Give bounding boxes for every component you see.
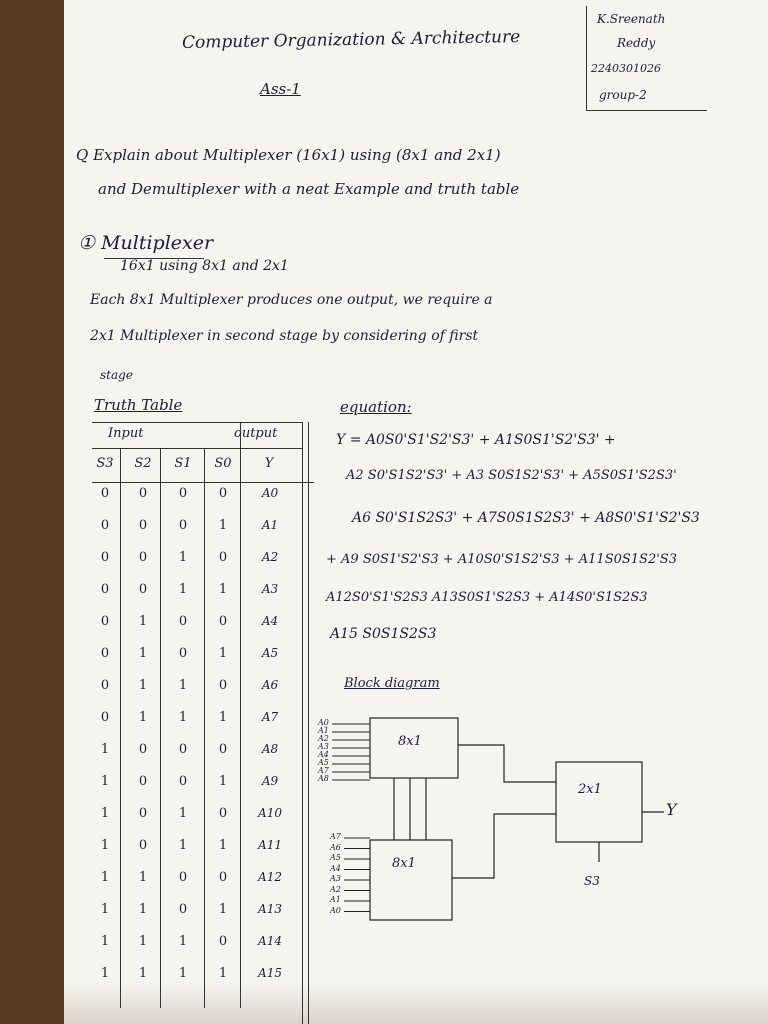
table-output-cell: A9 bbox=[261, 774, 279, 788]
paragraph-line-2: 2x1 Multiplexer in second stage by considering of first bbox=[90, 328, 479, 344]
col-header-s0: S0 bbox=[214, 456, 232, 471]
question-text-1: Explain about Multiplexer (16x1) using (8x1 and 2x1) bbox=[93, 146, 501, 164]
col-header-s2: S2 bbox=[134, 456, 152, 471]
equation-line-2: A2 S0'S1S2'S3' + A3 S0S1S2'S3' + A5S0S1'S2S3' bbox=[346, 468, 677, 483]
page-title: Computer Organization & Architecture bbox=[181, 27, 521, 53]
table-cell: 1 bbox=[178, 710, 188, 725]
col-header-y: Y bbox=[264, 456, 274, 471]
page-shadow bbox=[64, 984, 768, 1024]
top-mux-input-label: A5 bbox=[318, 758, 329, 767]
col-header-s3: S3 bbox=[96, 456, 114, 471]
table-cell: 1 bbox=[100, 806, 110, 821]
equation-line-5: A12S0'S1'S2S3 A13S0S1'S2S3 + A14S0'S1S2S3 bbox=[326, 590, 648, 605]
table-output-cell: A10 bbox=[258, 806, 282, 820]
table-output-cell: A1 bbox=[261, 518, 279, 532]
paragraph-line-3: stage bbox=[100, 368, 133, 382]
table-cell: 0 bbox=[138, 806, 148, 821]
table-cell: 0 bbox=[138, 838, 148, 853]
table-cell: 1 bbox=[100, 902, 110, 917]
equation-label: equation: bbox=[340, 398, 412, 416]
table-cell: 1 bbox=[138, 902, 148, 917]
output-y-label: Y bbox=[666, 800, 677, 819]
table-cell: 0 bbox=[100, 646, 110, 661]
table-cell: 1 bbox=[138, 966, 148, 981]
roll-number: 2240301026 bbox=[591, 62, 661, 75]
bottom-mux-input-label: A3 bbox=[330, 874, 341, 883]
top-mux-input-label: A2 bbox=[318, 734, 329, 743]
table-cell: 0 bbox=[218, 806, 228, 821]
bottom-mux-input-label: A5 bbox=[330, 853, 341, 862]
table-cell: 1 bbox=[218, 838, 228, 853]
table-cell: 1 bbox=[178, 806, 188, 821]
table-cell: 1 bbox=[218, 902, 228, 917]
student-name-line-1: K.Sreenath bbox=[597, 12, 666, 26]
col-header-s1: S1 bbox=[174, 456, 192, 471]
table-cell: 1 bbox=[138, 678, 148, 693]
table-cell: 0 bbox=[100, 486, 110, 501]
table-cell: 1 bbox=[100, 838, 110, 853]
table-cell: 0 bbox=[218, 870, 228, 885]
bottom-mux-input-label: A2 bbox=[330, 884, 341, 894]
top-mux-input-label: A7 bbox=[318, 766, 329, 775]
table-cell: 1 bbox=[138, 710, 148, 725]
question-line-1: Q Explain about Multiplexer (16x1) using (8x1 and 2x1) bbox=[76, 146, 501, 164]
table-output-cell: A15 bbox=[258, 966, 282, 980]
table-cell: 1 bbox=[178, 934, 188, 949]
table-cell: 1 bbox=[138, 614, 148, 629]
block-diagram bbox=[64, 0, 768, 1024]
table-cell: 0 bbox=[218, 614, 228, 629]
table-output-cell: A3 bbox=[261, 582, 279, 596]
table-cell: 0 bbox=[138, 518, 148, 533]
table-cell: 1 bbox=[100, 870, 110, 885]
section-subheading: 16x1 using 8x1 and 2x1 bbox=[120, 258, 289, 274]
table-cell: 0 bbox=[178, 742, 188, 757]
table-cell: 1 bbox=[218, 518, 228, 533]
output-header: output bbox=[234, 426, 278, 441]
table-output-cell: A5 bbox=[261, 646, 279, 660]
mux-8x1-bottom-box bbox=[370, 840, 452, 920]
table-output-cell: A11 bbox=[258, 838, 282, 852]
table-cell: 1 bbox=[218, 966, 228, 981]
table-cell: 1 bbox=[138, 646, 148, 661]
section-heading-text: Multiplexer bbox=[101, 232, 214, 254]
table-output-cell: A6 bbox=[261, 678, 279, 692]
table-cell: 1 bbox=[178, 582, 188, 597]
table-cell: 0 bbox=[100, 518, 110, 533]
paragraph-line-1: Each 8x1 Multiplexer produces one output, we require a bbox=[90, 292, 493, 308]
table-cell: 0 bbox=[178, 902, 188, 917]
table-cell: 0 bbox=[178, 614, 188, 629]
table-cell: 0 bbox=[100, 710, 110, 725]
table-output-cell: A0 bbox=[261, 486, 279, 500]
table-cell: 0 bbox=[138, 486, 148, 501]
assignment-label: Ass-1 bbox=[260, 80, 301, 98]
equation-line-1: Y = A0S0'S1'S2'S3' + A1S0S1'S2'S3' + bbox=[336, 432, 616, 448]
top-mux-input-label: A1 bbox=[318, 726, 329, 735]
table-cell: 1 bbox=[218, 646, 228, 661]
table-cell: 1 bbox=[100, 966, 110, 981]
section-heading: ① Multiplexer bbox=[78, 232, 214, 254]
top-mux-output-wire bbox=[458, 745, 556, 782]
table-cell: 0 bbox=[178, 774, 188, 789]
table-cell: 0 bbox=[178, 518, 188, 533]
group-label: group-2 bbox=[599, 88, 647, 102]
top-mux-input-label: A3 bbox=[318, 742, 329, 751]
mux-top-label: 8x1 bbox=[398, 734, 422, 749]
bottom-mux-input-label: A6 bbox=[330, 842, 341, 852]
table-cell: 1 bbox=[100, 742, 110, 757]
table-cell: 1 bbox=[100, 934, 110, 949]
equation-line-4: + A9 S0S1'S2'S3 + A10S0'S1S2'S3 + A11S0S1S2'S3 bbox=[326, 552, 677, 567]
table-cell: 1 bbox=[100, 774, 110, 789]
table-cell: 0 bbox=[218, 678, 228, 693]
truth-table-label: Truth Table bbox=[94, 396, 183, 414]
input-header: Input bbox=[108, 426, 144, 441]
question-line-2: and Demultiplexer with a neat Example and truth table bbox=[98, 180, 520, 198]
equation-line-6: A15 S0S1S2S3 bbox=[330, 626, 437, 642]
bottom-mux-input-label: A1 bbox=[330, 895, 341, 904]
bottom-mux-input-label: A4 bbox=[330, 863, 341, 873]
equation-line-3: A6 S0'S1S2S3' + A7S0S1S2S3' + A8S0'S1'S2'S3 bbox=[352, 510, 700, 526]
select-s3-label: S3 bbox=[584, 874, 600, 888]
bottom-mux-output-wire bbox=[452, 814, 556, 878]
table-cell: 0 bbox=[100, 550, 110, 565]
table-output-cell: A13 bbox=[258, 902, 282, 916]
mux-bottom-label: 8x1 bbox=[392, 856, 416, 871]
top-mux-input-label: A4 bbox=[318, 750, 329, 759]
table-cell: 0 bbox=[178, 486, 188, 501]
block-diagram-label: Block diagram bbox=[344, 676, 440, 691]
student-name-line-2: Reddy bbox=[617, 36, 656, 50]
table-cell: 1 bbox=[178, 550, 188, 565]
table-cell: 1 bbox=[218, 582, 228, 597]
table-output-cell: A12 bbox=[258, 870, 282, 884]
top-mux-input-label: A8 bbox=[318, 774, 329, 783]
table-cell: 1 bbox=[178, 678, 188, 693]
table-cell: 0 bbox=[218, 742, 228, 757]
table-cell: 0 bbox=[100, 582, 110, 597]
table-output-cell: A2 bbox=[261, 550, 279, 564]
table-cell: 0 bbox=[138, 774, 148, 789]
table-cell: 1 bbox=[218, 774, 228, 789]
table-cell: 0 bbox=[138, 550, 148, 565]
table-cell: 0 bbox=[138, 582, 148, 597]
table-cell: 0 bbox=[178, 870, 188, 885]
bottom-mux-input-label: A0 bbox=[330, 905, 341, 915]
table-output-cell: A8 bbox=[261, 742, 279, 756]
notebook-page bbox=[64, 0, 768, 1024]
table-cell: 0 bbox=[218, 486, 228, 501]
mux-2x1-box bbox=[556, 762, 642, 842]
table-cell: 1 bbox=[218, 710, 228, 725]
bottom-mux-input-label: A7 bbox=[330, 832, 341, 841]
table-cell: 1 bbox=[138, 870, 148, 885]
table-output-cell: A4 bbox=[261, 614, 279, 628]
table-cell: 1 bbox=[178, 838, 188, 853]
table-cell: 1 bbox=[138, 934, 148, 949]
table-output-cell: A7 bbox=[261, 710, 279, 724]
table-cell: 0 bbox=[218, 550, 228, 565]
top-mux-input-label: A0 bbox=[318, 718, 329, 727]
table-cell: 0 bbox=[138, 742, 148, 757]
table-cell: 0 bbox=[218, 934, 228, 949]
table-cell: 0 bbox=[100, 614, 110, 629]
mux-out-label: 2x1 bbox=[578, 782, 602, 797]
table-cell: 0 bbox=[178, 646, 188, 661]
table-output-cell: A14 bbox=[258, 934, 282, 948]
table-cell: 1 bbox=[178, 966, 188, 981]
table-cell: 0 bbox=[100, 678, 110, 693]
